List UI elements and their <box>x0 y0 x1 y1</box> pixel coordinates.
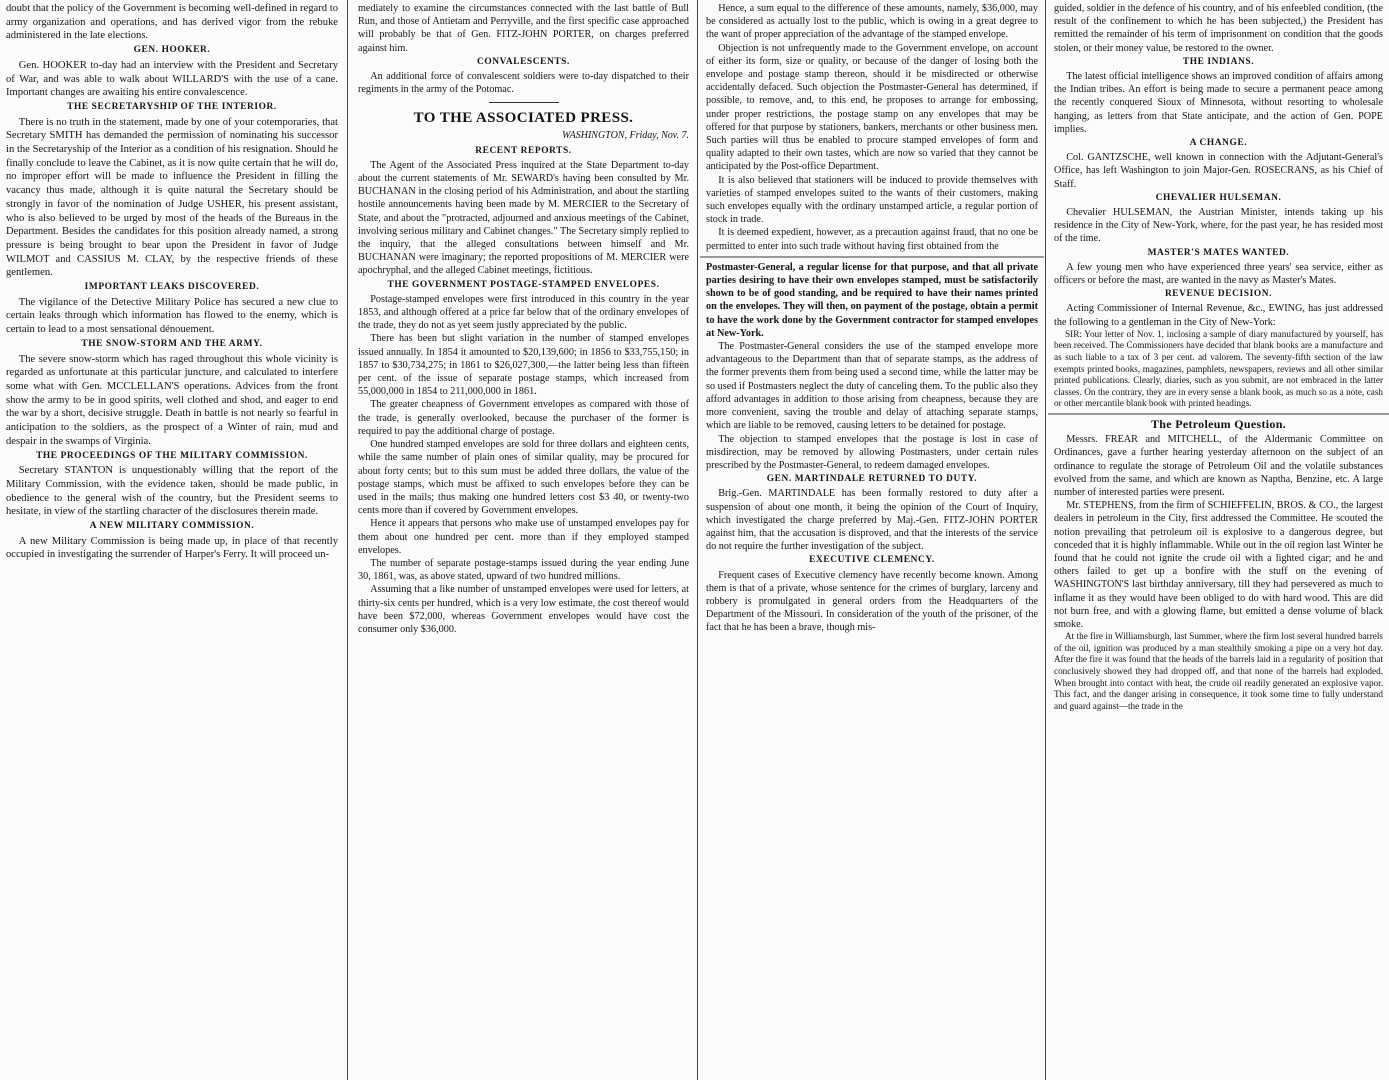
column-rule <box>347 0 348 1080</box>
paragraph: Hence, a sum equal to the difference of these amounts, namely, $36,000, may be considered as actually lost to the public, which is owing in a great degree to the want of proper appreciation of the advantage of the stamped envelope. <box>706 3 1038 41</box>
section-heading: A CHANGE. <box>1189 138 1248 149</box>
paragraph: Gen. HOOKER to-day had an interview with the President and Secretary of War, and was able to walk about WILLARD'S with the use of a cane. Important changes are awaiting his entire convalescence. <box>6 59 338 99</box>
paragraph: A new Military Commission is being made up, in place of that recently occupied in investigating the surrender of Harper's Ferry. It will proceed un- <box>6 535 338 561</box>
paragraph: The severe snow-storm which has raged throughout this whole vicinity is regarded as unfortunate at this particular juncture, and calculated to interfere some what with Gen. MCCLELLAN'S operations. Advices from the front show the army to be in good spirits, well clothed and shod, and eager to end the war by a short, decisive struggle. Death in battle is not nearly so fearful in anticipation to the soldiers, as the prospect of a Winter of rain, mud and despair in the swamps of Virginia. <box>6 353 338 447</box>
paragraph: Chevalier HULSEMAN, the Austrian Minister, intends taking up his residence in the City of New-York, where, for the past year, he has resided most of the time. <box>1054 207 1383 245</box>
paragraph: Messrs. FREAR and MITCHELL, of the Aldermanic Committee on Ordinances, gave a further hearing yesterday afternoon on the subject of an ordinance to regulate the storage of Petroleum Oil and the volatile substances evolved from the same, and which are known as Naptha, Benzine, etc. A large number of interested parties were present. <box>1054 434 1383 499</box>
article-title: The Petroleum Question. <box>1150 417 1286 432</box>
section-heading: CONVALESCENTS. <box>477 56 570 67</box>
section-heading: GEN. HOOKER. <box>133 45 211 56</box>
paragraph: There has been but slight variation in the number of stamped envelopes issued annually. In 1854 it amounted to $20,139,600; in 1856 to $33,755,150; in 1857 to $30,734,275; in 1861 to $26,027,300,—the latter being less than fifteen per cent. of the issue of separate postage stamps, which increased from 55,000,000 in 1854 to 211,000,000 in 1861. <box>358 333 689 398</box>
section-heading: CHEVALIER HULSEMAN. <box>1155 192 1282 203</box>
section-heading: REVENUE DECISION. <box>1164 289 1273 300</box>
paragraph: Brig.-Gen. MARTINDALE has been formally restored to duty after a suspension of about one month, it being the opinion of the Court of Inquiry, which investigated the charge preferred by Maj.-Gen. FITZ-JOHN PORTER against him, that the accusation is disproved, and that the interests of the service do not require the further investigation of the subject. <box>706 488 1038 553</box>
paragraph: It is also believed that stationers will be induced to provide themselves with varieties of stamped envelopes suited to the wants of their customers, making such envelopes equally with the ordinary unstamped article, a regular portion of stock in trade. <box>706 174 1038 226</box>
column-3 <box>700 0 1044 1080</box>
section-heading: THE INDIANS. <box>1182 56 1255 67</box>
paragraph: The Agent of the Associated Press inquired at the State Department to-day about the current statements of Mr. SEWARD's having been consulted by Mr. BUCHANAN in the closing period of his Administration, and about the startling hostile announcements having been made by M. MERCIER to the Secretary of State, and about the "protracted, adjourned and anxious meetings of the Cabinet, involving serious military and Cabinet changes." The Secretary simply replied to the inquiry, that the alleged consultations between himself and Mr. BUCHANAN were imaginary; the reported propositions of M. MERCIER were apochryphal, and the alleged Cabinet meetings, fictitious. <box>358 159 689 277</box>
paragraph: An additional force of convalescent soldiers were to-day dispatched to their regiments in the army of the Potomac. <box>358 71 689 96</box>
divider <box>489 102 559 103</box>
paragraph-small: At the fire in Williamsburgh, last Summer, where the firm lost several hundred barrels of the oil, ignition was produced by a man stealthily smoking a pipe on a very hot day. After the fire it was found that the heads of the barrels laid in a regularity of position that conclusively showed they had dropped off, and that none of the barrels had exploded. When brought into contact with heat, the crude oil readily generated an explosive vapor. This fact, and the danger arising in consequence, it took some time to fully understand and guard against—the trade in the <box>1054 631 1383 711</box>
section-heading: THE SECRETARYSHIP OF THE INTERIOR. <box>67 101 277 112</box>
column-rule <box>697 0 698 1080</box>
paragraph: It is deemed expedient, however, as a precaution against fraud, that no one be permitted to enter into such trade without having first obtained from the <box>706 227 1038 252</box>
banner-heading: TO THE ASSOCIATED PRESS. <box>413 110 634 127</box>
paragraph: The greater cheapness of Government envelopes as compared with those of the trade, is generally overlooked, because the purchaser of the former is required to pay the additional charge of postage. <box>358 399 689 437</box>
paragraph: The objection to stamped envelopes that the postage is lost in case of misdirection, may be removed by allowing Postmasters, under certain rules prescribed by the Postmaster-General, to redeem damaged envelopes. <box>706 433 1038 471</box>
paragraph-small: SIR: Your letter of Nov. 1, inclosing a sample of diary manufactured by yourself, has been received. The Commissioners have decided that blank books are a manufacture and as such liable to a tax of 3 per cent. ad valorem. The seventy-fifth section of the law exempts printed books, magazines, pamphlets, newspapers, reviews and all other similar printed publications. Clearly, diaries, such as you submit, are not embraced in the latter classes. On the contrary, they are in every sense a blank book, as much so as a note, cash or other mercantile blank book with printed headings. <box>1054 328 1383 409</box>
paragraph: Objection is not unfrequently made to the Government envelope, on account of either its form, size or quality, or because of the danger of losing both the envelope and postage stamp thereon, should it be misdirected or otherwise accidentally defaced. Such objection the Postmaster-General has determined, if possible, to remove, and, to this end, he proposes to arrange for embossing, under proper restrictions, the postage stamp on any envelopes that may be offered for that purpose by stationers, bankers, merchants or other business men. Such parties will thus be enabled to procure stamped envelopes of form and quality adapted to their own tastes, which are now so varied that they cannot be anticipated by the Post-office Department. <box>706 42 1038 173</box>
clipping-divider <box>700 256 1044 258</box>
section-heading: RECENT REPORTS. <box>475 145 572 156</box>
paragraph-continued: doubt that the policy of the Government is becoming well-defined in regard to army organization and operations, and has derived vigor from the rebuke administered in the late elections. <box>6 3 338 42</box>
paragraph: Acting Commissioner of Internal Revenue, &c., EWING, has just addressed the following to a gentleman in the City of New-York: <box>1054 303 1383 328</box>
paragraph: Postage-stamped envelopes were first introduced in this country in the year 1853, and although offered at a price far below that of the ordinary envelopes of the trade, they do not as yet seem justly appreciated by the public. <box>358 293 689 332</box>
paragraph: The latest official intelligence shows an improved condition of affairs among the Indian tribes. An effort is being made to secure a permanent peace among the recently conquered Sioux of Minnesota, without resorting to wholesale hanging, as letters from that State anticipate, and the action of Gen. POPE implies. <box>1054 71 1383 135</box>
paragraph: The vigilance of the Detective Military Police has secured a new clue to certain leaks through which information has flowed to the enemy, which is certain to lead to a most sensational dénouement. <box>6 296 338 336</box>
paragraph: One hundred stamped envelopes are sold for three dollars and eighteen cents, while the same number of plain ones of similar quality, may be procured for about forty cents; but to this sum must be added three dollars, the value of the postage stamps, which must be affixed to such envelopes before they can be used in the mails; thus making one hundred letters cost $3 40, or twenty-two cents more than if covered by Government envelopes. <box>358 439 689 517</box>
paragraph-bold: Postmaster-General, a regular license for that purpose, and that all private parties desiring to have their own envelopes stamped, must be satisfactorily shown to be of good standing, and be required to have their names printed on the envelopes. They will then, on payment of the postage, obtain a permit to have the work done by the Government contractor for stamped envelopes at New-York. <box>706 261 1038 339</box>
paragraph: Hence it appears that persons who make use of unstamped envelopes pay for them about one hundred per cent. more than if they employed stamped envelopes. <box>358 518 689 556</box>
paragraph-continued: mediately to examine the circumstances connected with the last battle of Bull Run, and those of Antietam and Perryville, and the first specific case approached will probably be that of Gen. FITZ-JOHN PORTER, on charges preferred against him. <box>358 3 689 54</box>
section-heading: EXECUTIVE CLEMENCY. <box>809 555 935 566</box>
column-1 <box>0 0 344 1080</box>
dateline: WASHINGTON, Friday, Nov. 7. <box>562 130 689 142</box>
paragraph-continued: guided, soldier in the defence of his country, and of his enfeebled condition, (the result of the confinement to which he has been subjected,) the President has remitted the remainder of his term of imprisonment on condition that the goods stolen, or their money value, be restored to the owner. <box>1054 3 1383 54</box>
column-2 <box>352 0 695 1080</box>
paragraph: A few young men who have experienced three years' sea service, either as officers or before the mast, are wanted in the navy as Master's Mates. <box>1054 261 1383 287</box>
section-heading: THE GOVERNMENT POSTAGE-STAMPED ENVELOPES. <box>387 279 660 290</box>
paragraph: Frequent cases of Executive clemency have recently become known. Among them is that of a private, whose sentence for the crimes of burglary, larceny and robbery is promulgated in general orders from the Headquarters of the Department of the Missouri. In consideration of the youth of the prisoner, of the fact that he has been a brave, though mis- <box>706 569 1038 634</box>
column-rule <box>1045 0 1046 1080</box>
clipping-divider <box>1048 413 1389 415</box>
paragraph: There is no truth in the statement, made by one of your cotemporaries, that Secretary SMITH has demanded the permission of nominating his successor in the Secretaryship of the Interior as a condition of his resignation. Should he finally conclude to leave the Cabinet, as it is now quite certain that he will do, no improper effort will be made to influence the President in filling the vacancy thus made, although it is quite natural the Secretary should be strongly in favor of the nomination of Judge USHER, his present assistant, who is also believed to be urged by most of the heads of the Bureaus in the Department. Besides the candidates for this position already named, a strong pressure is being brought to bear upon the President in favor of Judge WILMOT and CASSIUS M. CLAY, by the respective friends of these gentlemen. <box>6 116 338 279</box>
section-heading: THE SNOW-STORM AND THE ARMY. <box>81 338 263 349</box>
paragraph: Secretary STANTON is unquestionably willing that the report of the Military Commission, with the evidence taken, should be made public, in obedience to the general wish of the country, but the President seems to hesitate, in view of the startling character of the disclosures therein made. <box>6 465 338 518</box>
section-heading: MASTER'S MATES WANTED. <box>1147 247 1290 258</box>
section-heading: IMPORTANT LEAKS DISCOVERED. <box>84 282 260 293</box>
section-heading: A NEW MILITARY COMMISSION. <box>89 521 255 532</box>
section-heading: GEN. MARTINDALE RETURNED TO DUTY. <box>766 474 978 485</box>
paragraph: The Postmaster-General considers the use of the stamped envelope more advantageous to the Department than that of separate stamps, as the address of the former prevents them from being used a second time, while the latter may be so used if Postmasters neglect the duty of canceling them. To the public also they afford advantages in addition to those arising from cheapness, because they are more convenient, saving the trouble and delay of attaching separate stamps, which are liable to be removed, causing letters to be detained for postage. <box>706 341 1038 432</box>
paragraph: Assuming that a like number of unstamped envelopes were used for letters, at thirty-six cents per hundred, which is a very low estimate, the cost thereof would have been $72,000, whereas Government envelopes would have cost the consumer only $36,000. <box>358 584 689 635</box>
paragraph: Col. GANTZSCHE, well known in connection with the Adjutant-General's Office, has left Washington to join Major-Gen. ROSECRANS, as his Chief of Staff. <box>1054 152 1383 190</box>
paragraph: The number of separate postage-stamps issued during the year ending June 30, 1861, was, as above stated, upward of two hundred millions. <box>358 557 689 583</box>
column-4 <box>1048 0 1389 1080</box>
paragraph: Mr. STEPHENS, from the firm of SCHIEFFELIN, BROS. & CO., the largest dealers in petroleum in the City, first addressed the Committee. He scouted the notion prevailing that petroleum oil is explosive to a dangerous degree, but conceded that it is highly inflammable. While out in the oil region last Winter he found that he could not ignite the crude oil with a lighted cigar; and he and others failed to get up a bonfire with the stuff on the evening of WASHINGTON'S last birthday anniversary, till they had persevered as much to inflame it as they would have been obliged to do with hard wood. This are did not burn free, and with a glowing flame, but emitted a dense volume of black smoke. <box>1054 500 1383 631</box>
section-heading: THE PROCEEDINGS OF THE MILITARY COMMISSION. <box>36 450 308 461</box>
